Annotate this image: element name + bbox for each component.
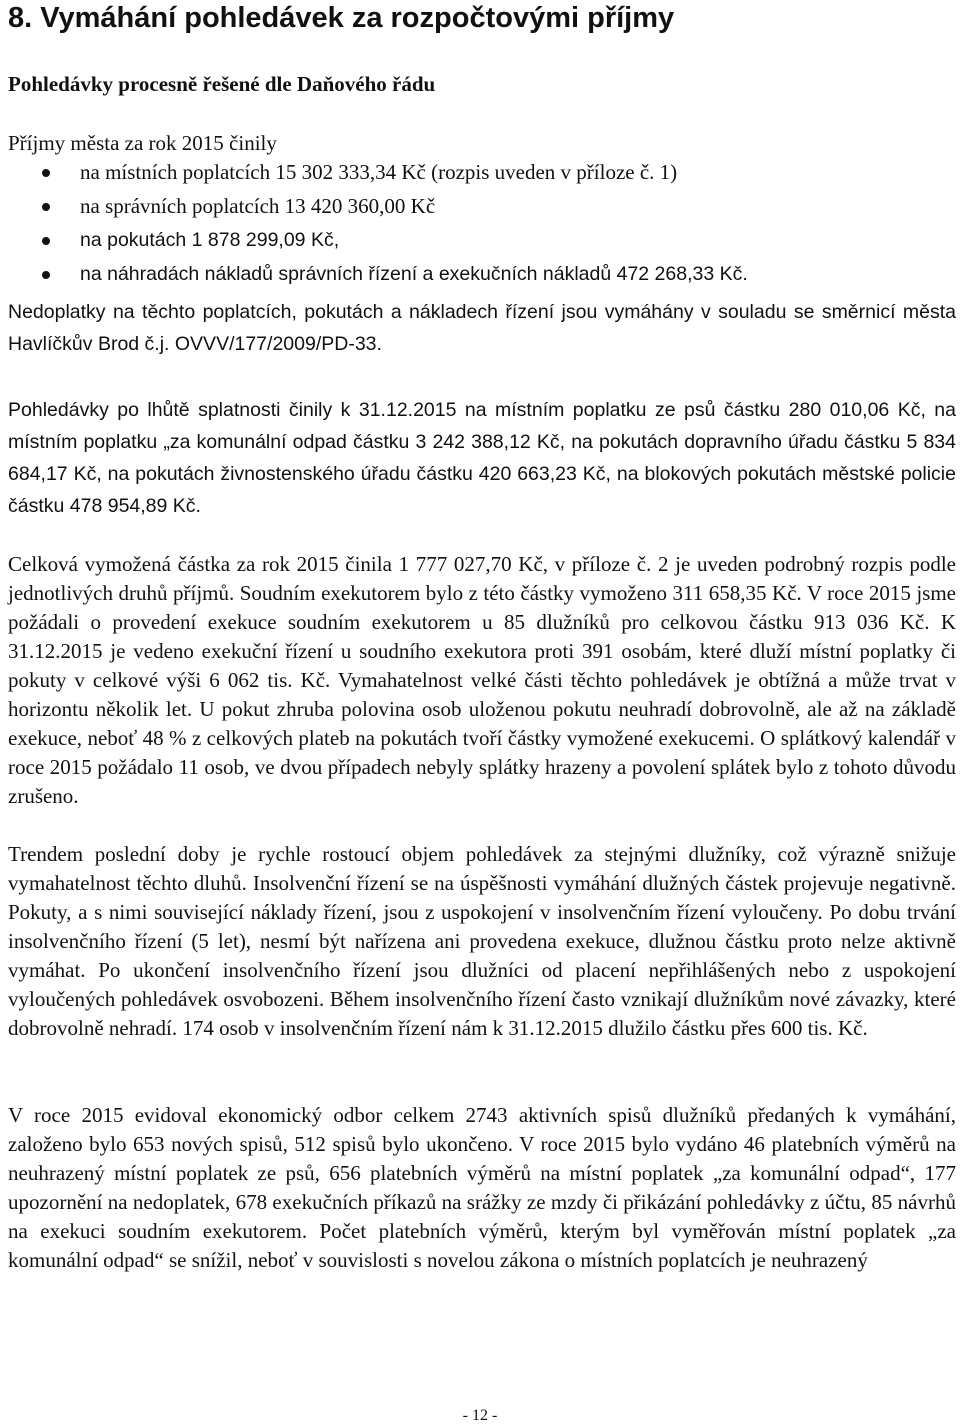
list-item-text: na náhradách nákladů správních řízení a exekučních nákladů 472 268,33 Kč.	[80, 263, 748, 285]
section-heading: 8. Vymáhání pohledávek za rozpočtovými příjmy	[8, 2, 675, 34]
bullet-icon	[42, 203, 50, 211]
list-item-text: na místních poplatcích 15 302 333,34 Kč (rozpis uveden v příloze č. 1)	[80, 160, 678, 184]
paragraph-trend: Trendem poslední doby je rychle rostoucí objem pohledávek za stejnými dlužníky, což výrazně snižuje vymahatelnost těchto dluhů. Insolvenční řízení se na úspěšnosti vymáhání dlužných částek projevuje negativně. Pokuty, a s nimi související náklady řízení, jsou z uspokojení v insolvenčním řízení vyloučeny. Po dobu trvání insolvenčního řízení (5 let), nesmí být nařízena ani provedena exekuce, dlužnou částku proto nelze aktivně vymáhat. Po ukončení insolvenčního řízení jsou dlužníci od placení nepřihlášených nebo z uspokojení vyloučených pohledávek osvobozeni. Během insolvenčního řízení často vznikají dlužníkům nové závazky, které dobrovolně nehradí. 174 osob v insolvenčním řízení nám k 31.12.2015 dlužilo částku přes 600 tis. Kč.	[8, 842, 956, 1040]
intro-line: Příjmy města za rok 2015 činily	[8, 131, 277, 155]
list-item	[0, 260, 960, 288]
bullet-icon	[42, 237, 50, 245]
page-number: - 12 -	[462, 1407, 498, 1424]
list-item-text: na správních poplatcích 13 420 360,00 Kč	[80, 194, 436, 218]
list-item-text: na pokutách 1 878 299,09 Kč,	[80, 229, 340, 251]
paragraph-nedoplatky: Nedoplatky na těchto poplatcích, pokutách a nákladech řízení jsou vymáhány v souladu se směrnicí města Havlíčkův Brod č.j. OVVV/177/2009/PD-33.	[8, 301, 956, 355]
paragraph-overdue-receivables: Pohledávky po lhůtě splatnosti činily k 31.12.2015 na místním poplatku ze psů částku 280 010,06 Kč, na místním poplatku „za komunální odpad částku 3 242 388,12 Kč, na pokutách dopravního úřadu částku 5 834 684,17 Kč, na pokutách živnostenského úřadu částku 420 663,23 Kč, na blokových pokutách městské policie částku 478 954,89 Kč.	[8, 399, 956, 517]
list-item	[0, 192, 960, 220]
paragraph-total-collected: Celková vymožená částka za rok 2015 činila 1 777 027,70 Kč, v příloze č. 2 je uveden podrobný rozpis podle jednotlivých druhů příjmů. Soudním exekutorem bylo z této částky vymoženo 311 658,35 Kč. V roce 2015 jsme požádali o provedení exekuce soudním exekutorem u 85 dlužníků pro celkovou částku 913 036 Kč. K 31.12.2015 je vedeno exekuční řízení u soudního exekutora proti 391 osobám, které dluží místní poplatky či pokuty v celkové výši 6 062 tis. Kč. Vymahatelnost velké části těchto pohledávek je obtížná a může trvat v horizontu několik let. U pokut zhruba polovina osob uloženou pokutu neuhradí dobrovolně, ale až na základě exekuce, neboť 48 % z celkových plateb na pokutách tvoří částky vymožené exekucemi. O splátkový kalendář v roce 2015 požádalo 11 osob, ve dvou případech nebyly splátky hrazeny a povolení splátek bylo z tohoto důvodu zrušeno.	[8, 552, 956, 808]
paragraph-case-statistics: V roce 2015 evidoval ekonomický odbor celkem 2743 aktivních spisů dlužníků předaných k vymáhání, založeno bylo 653 nových spisů, 512 spisů bylo ukončeno. V roce 2015 bylo vydáno 46 platebních výměrů na neuhrazený místní poplatek ze psů, 656 platebních výměrů na místní poplatek „za komunální odpad“, 177 upozornění na nedoplatek, 678 exekučních příkazů na srážky ze mzdy či přikázání pohledávky z účtu, 85 návrhů na exekuci soudním exekutorem. Počet platebních výměrů, kterým byl vyměřován místní poplatek „za komunální odpad“ se snížil, neboť v souvislosti s novelou zákona o místních poplatcích je neuhrazený	[8, 1103, 956, 1272]
list-item	[0, 158, 960, 186]
bullet-icon	[42, 169, 50, 177]
subsection-heading: Pohledávky procesně řešené dle Daňového řádu	[8, 72, 436, 96]
bullet-icon	[42, 271, 50, 279]
list-item	[0, 226, 960, 254]
